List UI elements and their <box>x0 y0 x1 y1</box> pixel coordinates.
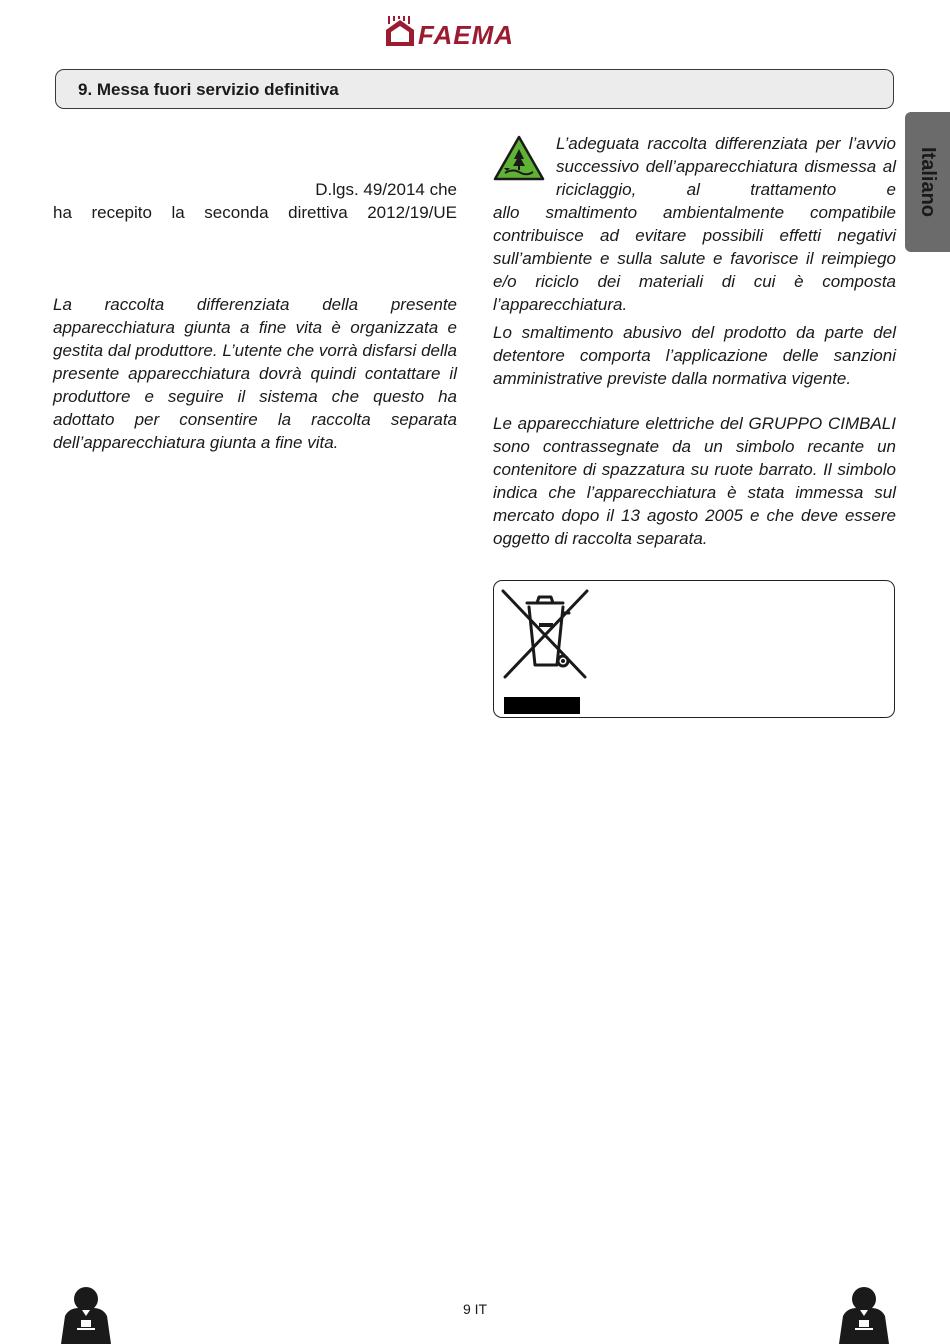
disposal-paragraph-intro: L’adeguata raccolta differenziata per l’avvio successivo dell’apparecchiatura dismessa al riciclaggio, al trattamento e <box>556 134 896 199</box>
brand-name: FAEMA <box>418 20 514 50</box>
section-title: 9. Messa fuori servizio definitiva <box>78 80 339 99</box>
language-tab[interactable] <box>905 112 950 252</box>
law-reference <box>53 178 457 224</box>
disposal-paragraph-continued: allo smaltimento ambientalmente compatibile contribuisce ad evitare possibili effetti negativi sull’ambiente e sulla salute e favorisce il reimpiego e/o riciclo dei materiali di cui è composta l’apparecchiatura. <box>493 203 896 314</box>
sanctions-paragraph: Lo smaltimento abusivo del prodotto da parte del detentore comporta l’applicazione delle sanzioni amministrative previste dalla normativa vigente. <box>493 323 896 388</box>
crossed-bin-icon <box>499 587 591 681</box>
section-header <box>55 69 894 109</box>
weee-symbol-box <box>493 580 895 718</box>
environment-warning-icon <box>493 135 545 181</box>
barista-icon <box>55 1286 117 1344</box>
language-tab-label: Italiano <box>917 146 939 217</box>
barista-icon <box>833 1286 895 1344</box>
page-number: 9 IT <box>462 1301 488 1317</box>
collection-paragraph: La raccolta differenziata della presente apparecchiatura giunta a fine vita è organizzata e gestita dal produttore. L’utente che vorrà disfarsi della presente apparecchiatura dovrà quindi contattare il produttore e seguire il sistema che questo ha adottato per consentire la raccolta separata dell’apparecchiatura giunta a fine vita. <box>53 295 457 452</box>
weee-date-bar <box>504 697 580 714</box>
law-line-2: ha recepito la seconda direttiva 2012/19/UE <box>53 203 457 222</box>
law-line-1: D.lgs. 49/2014 che <box>315 180 457 199</box>
weee-symbol-paragraph: Le apparecchiature elettriche del GRUPPO CIMBALI sono contrassegnate da un simbolo recante un contenitore di spazzatura su ruote barrato. Il simbolo indica che l’apparecchiatura è stata immessa sul mercato dopo il 13 agosto 2005 e che deve essere oggetto di raccolta separata. <box>493 414 896 548</box>
